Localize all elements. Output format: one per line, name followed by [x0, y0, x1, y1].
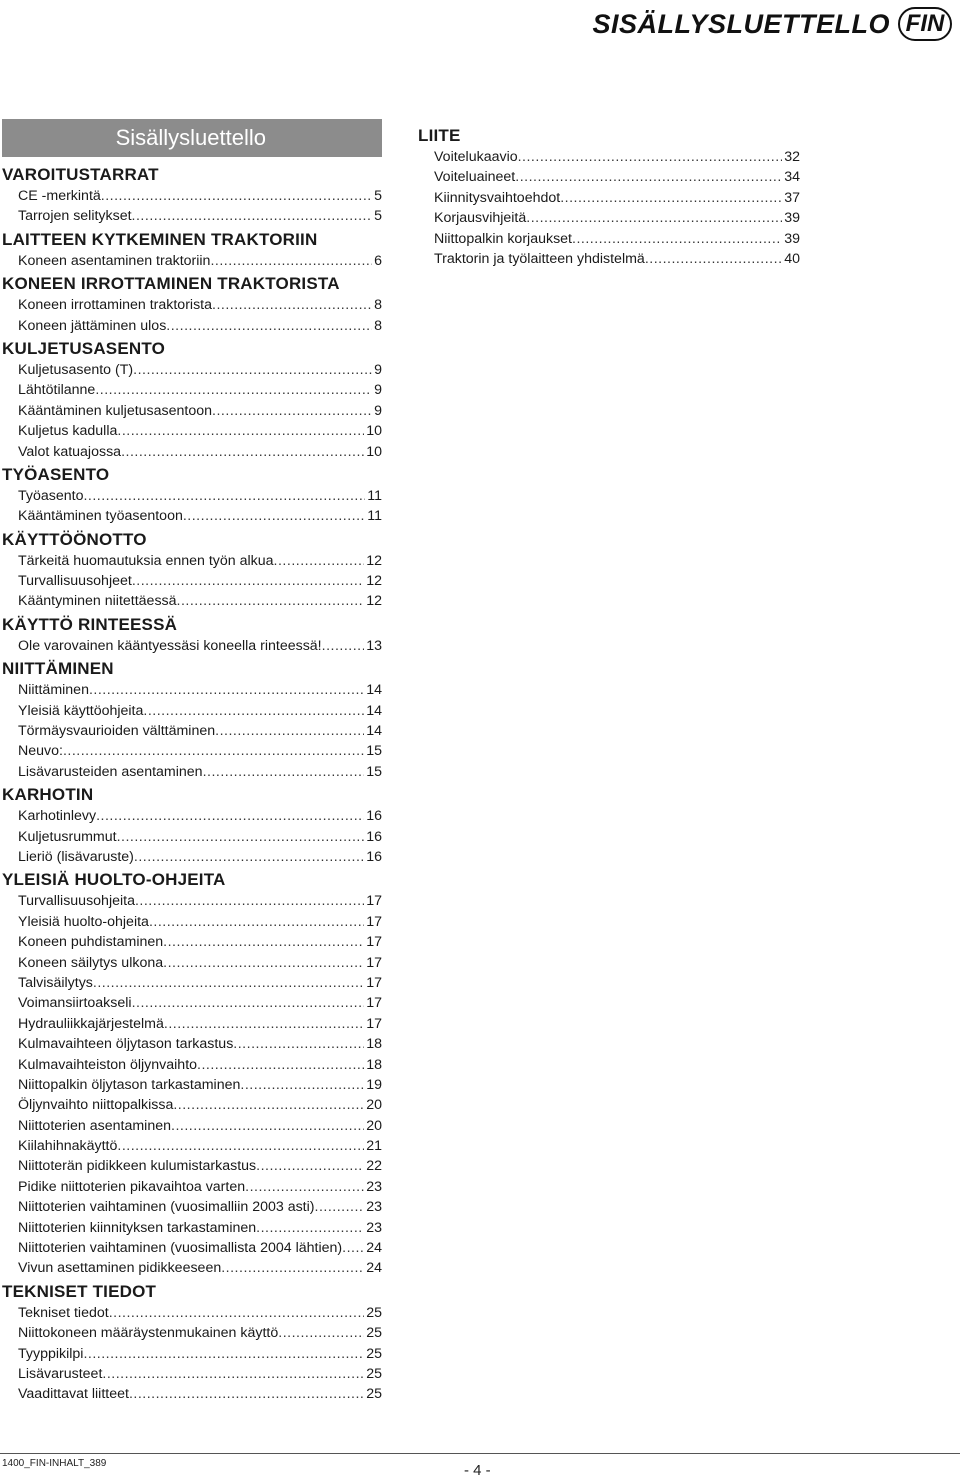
toc-entry[interactable]: [2, 316, 382, 336]
toc-entry[interactable]: [2, 506, 382, 526]
entry-page-number: 8: [374, 317, 382, 334]
entry-label: Kulmavaihteen öljytason tarkastus: [18, 1036, 234, 1053]
dot-leader: [560, 188, 782, 208]
entry-label: Hydrauliikkajärjestelmä: [18, 1015, 164, 1032]
dot-leader: [342, 1238, 364, 1258]
entry-label: Niittoterien vaihtaminen (vuosimallista 2004 lähtien): [18, 1240, 343, 1257]
dot-leader: [322, 636, 365, 656]
entry-label: CE -merkintä: [18, 188, 101, 204]
dot-leader: [163, 932, 364, 952]
dot-leader: [171, 1116, 364, 1136]
footer-divider: [0, 1453, 960, 1454]
entry-page-number: 9: [374, 361, 382, 378]
dot-leader: [163, 953, 364, 973]
entry-label: Voiteluaineet: [434, 169, 516, 186]
toc-entry[interactable]: [2, 1258, 382, 1278]
entry-page-number: 10: [366, 443, 382, 460]
dot-leader: [173, 1095, 364, 1115]
toc-entry[interactable]: [2, 401, 382, 421]
entry-page-number: 16: [366, 808, 382, 825]
dot-leader: [256, 1156, 364, 1176]
dot-leader: [102, 1364, 364, 1384]
entry-page-number: 25: [366, 1386, 382, 1403]
dot-leader: [96, 806, 364, 826]
entry-page-number: 25: [366, 1325, 382, 1342]
toc-right-column: [418, 124, 800, 269]
section-title: LIITE: [418, 126, 461, 145]
entry-label: Niittopalkin öljytason tarkastaminen: [18, 1076, 241, 1093]
entry-label: Karhotinlevy: [18, 808, 97, 825]
entry-label: Voitelukaavio: [434, 149, 518, 165]
entry-page-number: 39: [784, 230, 800, 247]
entry-page-number: 20: [366, 1097, 382, 1114]
toc-entry[interactable]: [2, 1323, 382, 1343]
entry-label: Yleisiä huolto-ohjeita: [18, 913, 149, 930]
toc-entry[interactable]: [2, 741, 382, 761]
header-title: SISÄLLYSLUETTELLO: [592, 8, 890, 39]
toc-entry[interactable]: [2, 1116, 382, 1136]
entry-page-number: 34: [784, 169, 800, 186]
entry-label: Korjausvihjeitä: [434, 210, 527, 227]
entry-page-number: 15: [366, 763, 382, 780]
entry-label: Turvallisuusohjeita: [18, 893, 135, 910]
entry-label: Yleisiä käyttöohjeita: [18, 702, 144, 719]
section-title: LAITTEEN KYTKEMINEN TRAKTORIIN: [2, 229, 318, 249]
toc-entry[interactable]: [2, 891, 382, 911]
entry-page-number: 17: [366, 954, 382, 971]
entry-page-number: 23: [366, 1219, 382, 1236]
dot-leader: [117, 421, 364, 441]
entry-page-number: 12: [366, 552, 382, 569]
toc-entry[interactable]: [2, 1303, 382, 1323]
entry-label: Niittoterän pidikkeen kulumistarkastus: [18, 1158, 257, 1175]
toc-entry[interactable]: [418, 249, 800, 269]
dot-leader: [132, 571, 364, 591]
entry-page-number: 25: [366, 1304, 382, 1321]
entry-label: Kiinnitysvaihtoehdot: [434, 189, 561, 206]
entry-label: Koneen jättäminen ulos: [18, 317, 167, 334]
entry-page-number: 18: [366, 1036, 382, 1053]
entry-page-number: 24: [366, 1240, 382, 1257]
dot-leader: [645, 249, 782, 269]
entry-label: Lähtötilanne: [18, 382, 96, 399]
entry-page-number: 15: [366, 743, 382, 760]
dot-leader: [215, 721, 364, 741]
entry-page-number: 37: [784, 189, 800, 206]
entry-page-number: 17: [366, 934, 382, 951]
entry-page-number: 17: [366, 913, 382, 930]
entry-page-number: 32: [784, 149, 800, 165]
toc-entry[interactable]: [2, 421, 382, 441]
entry-label: Ole varovainen kääntyessäsi koneella rinteessä!: [18, 637, 322, 654]
entry-page-number: 14: [366, 723, 382, 740]
entry-label: Kiilahihnakäyttö: [18, 1138, 118, 1155]
toc-entry[interactable]: [2, 1075, 382, 1095]
toc-entry[interactable]: [2, 636, 382, 656]
dot-leader: [183, 506, 365, 526]
section-title: TEKNISET TIEDOT: [2, 1281, 157, 1301]
section-title: KÄYTTÖ RINTEESSÄ: [2, 614, 178, 634]
entry-page-number: 20: [366, 1117, 382, 1134]
entry-page-number: 25: [366, 1365, 382, 1382]
dot-leader: [117, 827, 365, 847]
section-title: NIITTÄMINEN: [2, 659, 114, 679]
toc-entry[interactable]: [2, 912, 382, 932]
entry-page-number: 39: [784, 210, 800, 227]
toc-entry[interactable]: [2, 442, 382, 462]
entry-label: Tarrojen selitykset: [18, 208, 132, 225]
toc-entry[interactable]: [2, 1238, 382, 1258]
toc-entry[interactable]: [2, 1136, 382, 1156]
page-number: - 4 -: [464, 1462, 491, 1479]
dot-leader: [177, 591, 365, 611]
entry-page-number: 14: [366, 682, 382, 699]
entry-label: Niittäminen: [18, 682, 89, 699]
document-code: 1400_FIN-INHALT_389: [2, 1458, 107, 1469]
toc-title: Sisällysluettello: [115, 125, 266, 150]
dot-leader: [197, 1055, 364, 1075]
toc-entry[interactable]: [2, 571, 382, 591]
dot-leader: [63, 741, 364, 761]
dot-leader: [203, 762, 365, 782]
section-title: KONEEN IRROTTAMINEN TRAKTORISTA: [2, 274, 340, 294]
toc-entry[interactable]: [418, 147, 800, 167]
dot-leader: [129, 1384, 364, 1404]
entry-page-number: 24: [366, 1260, 382, 1277]
entry-label: Valot katuajossa: [18, 443, 122, 460]
toc-entry[interactable]: [418, 167, 800, 187]
entry-label: Traktorin ja työlaitteen yhdistelmä: [434, 250, 645, 267]
entry-label: Kuljetus kadulla: [18, 423, 118, 440]
toc-entry[interactable]: [2, 1384, 382, 1404]
page-header: [593, 6, 953, 42]
entry-label: Niittoterien vaihtaminen (vuosimalliin 2003 asti): [18, 1199, 315, 1216]
section-title: VAROITUSTARRAT: [2, 165, 159, 184]
section-title: KARHOTIN: [2, 785, 94, 805]
dot-leader: [109, 1303, 365, 1323]
toc-entry[interactable]: [2, 360, 382, 380]
toc-entry[interactable]: [2, 680, 382, 700]
entry-label: Lisävarusteet: [18, 1365, 103, 1382]
entry-page-number: 5: [374, 208, 382, 225]
entry-label: Talvisäilytys: [18, 974, 93, 991]
dot-leader: [83, 1344, 364, 1364]
entry-page-number: 8: [374, 297, 382, 314]
toc-entry[interactable]: [2, 186, 382, 206]
dot-leader: [117, 1136, 364, 1156]
dot-leader: [166, 316, 372, 336]
toc-entry[interactable]: [2, 721, 382, 741]
dot-leader: [315, 1197, 365, 1217]
dot-leader: [135, 891, 364, 911]
entry-label: Turvallisuusohjeet: [18, 573, 132, 590]
dot-leader: [134, 847, 364, 867]
entry-page-number: 11: [367, 487, 382, 504]
dot-leader: [212, 401, 372, 421]
dot-leader: [133, 360, 372, 380]
entry-label: Neuvo:: [18, 743, 63, 760]
toc-banner: [2, 119, 382, 157]
entry-label: Koneen puhdistaminen: [18, 934, 164, 951]
dot-leader: [274, 551, 365, 571]
dot-leader: [233, 1034, 364, 1054]
dot-leader: [95, 380, 372, 400]
entry-label: Kääntyminen niitettäessä: [18, 593, 177, 610]
dot-leader: [526, 208, 782, 228]
entry-label: Niittoterien asentaminen: [18, 1117, 171, 1134]
entry-label: Lieriö (lisävaruste): [18, 848, 134, 865]
dot-leader: [93, 973, 364, 993]
toc-entry[interactable]: [418, 208, 800, 228]
dot-leader: [245, 1177, 364, 1197]
toc-entry[interactable]: [2, 1095, 382, 1115]
entry-label: Lisävarusteiden asentaminen: [18, 763, 203, 780]
entry-page-number: 17: [366, 995, 382, 1012]
entry-page-number: 9: [374, 402, 382, 419]
entry-label: Niittoterien kiinnityksen tarkastaminen: [18, 1219, 257, 1236]
toc-entry[interactable]: [2, 953, 382, 973]
entry-label: Vivun asettaminen pidikkeeseen: [18, 1260, 222, 1277]
dot-leader: [518, 147, 783, 167]
entry-label: Öljynvaihto niittopalkissa: [18, 1097, 174, 1114]
entry-label: Kulmavaihteiston öljynvaihto: [18, 1056, 198, 1073]
dot-leader: [89, 680, 364, 700]
entry-label: Törmäysvaurioiden välttäminen: [18, 723, 216, 740]
dot-leader: [143, 701, 364, 721]
toc-entry[interactable]: [2, 380, 382, 400]
dot-leader: [256, 1218, 364, 1238]
dot-leader: [149, 912, 364, 932]
entry-page-number: 22: [366, 1158, 382, 1175]
toc-entry[interactable]: [418, 229, 800, 249]
entry-page-number: 5: [374, 188, 382, 204]
section-title: KÄYTTÖÖNOTTO: [2, 529, 147, 549]
toc-entry[interactable]: [2, 486, 382, 506]
entry-label: Kuljetusrummut: [18, 828, 117, 845]
toc-entry[interactable]: [2, 762, 382, 782]
dot-leader: [101, 186, 372, 206]
toc-entry[interactable]: [2, 591, 382, 611]
toc-entry[interactable]: [2, 847, 382, 867]
entry-label: Tyyppikilpi: [18, 1345, 84, 1362]
toc-entry[interactable]: [2, 1055, 382, 1075]
toc-entry[interactable]: [418, 188, 800, 208]
entry-label: Pidike niittoterien pikavaihtoa varten: [18, 1178, 246, 1195]
dot-leader: [132, 206, 373, 226]
entry-label: Vaadittavat liitteet: [18, 1386, 129, 1403]
toc-entry[interactable]: [2, 827, 382, 847]
toc-entry[interactable]: [2, 701, 382, 721]
section-title: KULJETUSASENTO: [2, 338, 166, 358]
dot-leader: [572, 229, 782, 249]
dot-leader: [164, 1014, 364, 1034]
entry-page-number: 12: [366, 593, 382, 610]
dot-leader: [210, 251, 372, 271]
entry-page-number: 14: [366, 702, 382, 719]
toc-entry[interactable]: [2, 551, 382, 571]
entry-page-number: 21: [366, 1138, 382, 1155]
dot-leader: [278, 1323, 364, 1343]
entry-page-number: 10: [366, 423, 382, 440]
toc-entry[interactable]: [2, 1197, 382, 1217]
dot-leader: [212, 295, 372, 315]
entry-label: Kuljetusasento (T): [18, 361, 134, 378]
dot-leader: [132, 993, 365, 1013]
entry-page-number: 19: [366, 1076, 382, 1093]
entry-page-number: 17: [366, 974, 382, 991]
toc-entry[interactable]: [2, 932, 382, 952]
entry-label: Voimansiirtoakseli: [18, 995, 132, 1012]
entry-label: Koneen irrottaminen traktorista: [18, 297, 212, 314]
toc-entry[interactable]: [2, 806, 382, 826]
entry-page-number: 6: [374, 252, 382, 269]
entry-page-number: 23: [366, 1178, 382, 1195]
entry-label: Kääntäminen työasentoon: [18, 508, 183, 525]
toc-entry[interactable]: [2, 206, 382, 226]
entry-page-number: 25: [366, 1345, 382, 1362]
entry-label: Niittopalkin korjaukset: [434, 230, 572, 247]
entry-page-number: 40: [784, 250, 800, 267]
toc-entry[interactable]: [2, 973, 382, 993]
entry-page-number: 12: [366, 573, 382, 590]
toc-entry[interactable]: [2, 251, 382, 271]
entry-label: Koneen säilytys ulkona: [18, 954, 164, 971]
toc-entry[interactable]: [2, 1364, 382, 1384]
toc-entry[interactable]: [2, 1177, 382, 1197]
dot-leader: [221, 1258, 364, 1278]
toc-entry[interactable]: [2, 1218, 382, 1238]
entry-page-number: 17: [366, 1015, 382, 1032]
entry-page-number: 11: [367, 508, 382, 525]
dot-leader: [121, 442, 364, 462]
toc-entry[interactable]: [2, 295, 382, 315]
toc-entry[interactable]: [2, 1034, 382, 1054]
toc-entry[interactable]: [2, 1156, 382, 1176]
section-title: YLEISIÄ HUOLTO-OHJEITA: [2, 870, 226, 890]
entry-label: Niittokoneen määräystenmukainen käyttö: [18, 1325, 279, 1342]
dot-leader: [240, 1075, 364, 1095]
entry-page-number: 18: [366, 1056, 382, 1073]
entry-page-number: 13: [366, 637, 382, 654]
toc-left-column: [2, 162, 382, 1405]
toc-entry[interactable]: [2, 1344, 382, 1364]
section-title: TYÖASENTO: [2, 464, 110, 484]
entry-page-number: 17: [366, 893, 382, 910]
dot-leader: [83, 486, 365, 506]
entry-page-number: 16: [366, 828, 382, 845]
toc-entry[interactable]: [2, 993, 382, 1013]
entry-label: Työasento: [18, 487, 84, 504]
dot-leader: [515, 167, 782, 187]
toc-entry[interactable]: [2, 1014, 382, 1034]
entry-label: Koneen asentaminen traktoriin: [18, 252, 211, 269]
entry-page-number: 9: [374, 382, 382, 399]
entry-label: Tärkeitä huomautuksia ennen työn alkua: [18, 552, 274, 569]
entry-page-number: 23: [366, 1199, 382, 1216]
language-badge: FIN: [898, 7, 952, 41]
entry-page-number: 16: [366, 848, 382, 865]
entry-label: Tekniset tiedot: [18, 1304, 109, 1321]
entry-label: Kääntäminen kuljetusasentoon: [18, 402, 213, 419]
